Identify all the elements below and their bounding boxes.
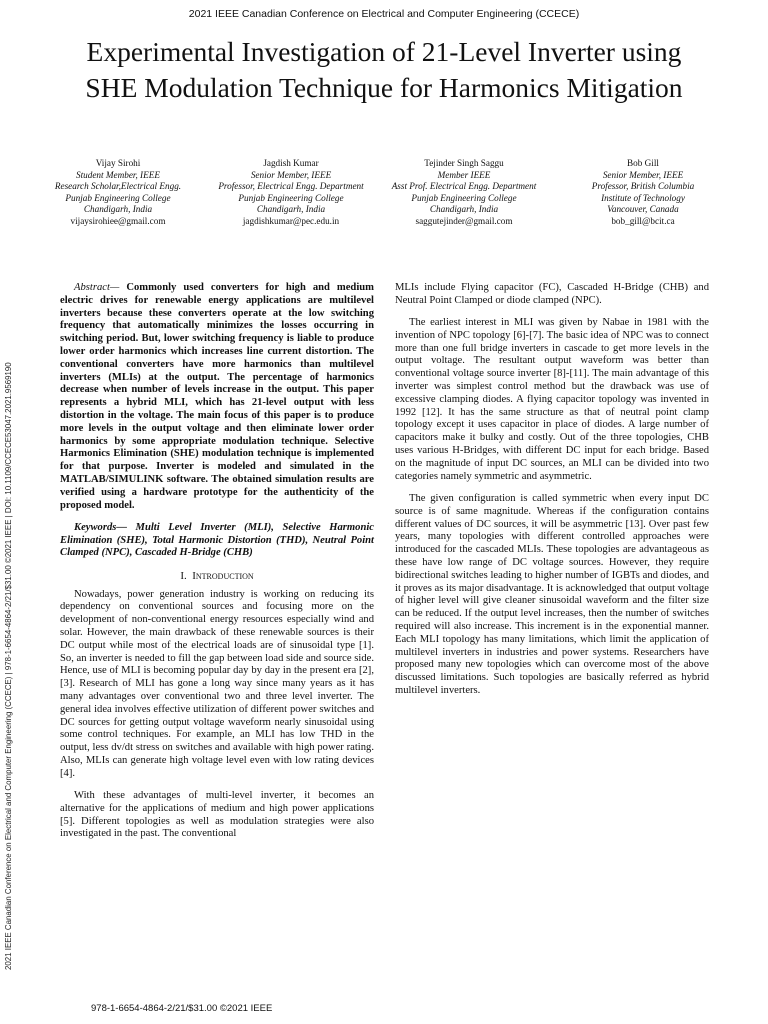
author-card <box>43 158 193 227</box>
author-position: Professor, Electrical Engg. Department <box>218 181 364 191</box>
author-location: Vancouver, Canada <box>607 204 679 214</box>
paragraph: Nowadays, power generation industry is working on reducing its dependency on conventional sources and focusing more on the development of non-conventional energy resources especially wind and solar. However, the main drawback of these renewable sources is their DC output while most of the electrical loads are of sinusoidal type [1]. So, an inverter is needed to fill the gap between load side and source side. Hence, use of MLI is becoming popular day by day in the present era [2], [3]. Research of MLI has gone a long way since many years as it has many advantages over conventional two and three level inverter. The general idea involves effective utilization of different power switches and DC sources for getting output voltage waveform nearly sinusoidal using some control techniques. For example, an MLI has low THD in the output, less dv/dt stress on switches and available with high power rating. Also, MLIs can generate high voltage level even with low rating devices [4]. <box>60 588 374 779</box>
keywords-label: Keywords— <box>74 521 127 533</box>
author-name: Bob Gill <box>627 158 659 168</box>
author-card <box>389 158 539 227</box>
section-title: Introduction <box>192 569 254 582</box>
author-affiliation: Punjab Engineering College <box>65 192 171 203</box>
paragraph: MLIs include Flying capacitor (FC), Cascaded H-Bridge (CHB) and Neutral Point Clamped or diode clamped (NPC). <box>395 282 709 306</box>
conference-header: 2021 IEEE Canadian Conference on Electrical and Computer Engineering (CCECE) <box>188 8 580 20</box>
author-name: Tejinder Singh Saggu <box>424 158 504 168</box>
author-role: Senior Member, IEEE <box>250 169 332 180</box>
author-email: bob_gill@bcit.ca <box>611 215 675 226</box>
author-location: Chandigarh, India <box>256 204 326 214</box>
section-number: I. <box>180 569 187 582</box>
paper-title: Experimental Investigation of 21-Level Inverter using SHE Modulation Technique for Harmonics Mitigation <box>85 36 683 103</box>
paragraph: With these advantages of multi-level inverter, it becomes an alternative for the applications of medium and high power applications [5]. Different topologies as well as modulation strategies were also investigated in the past. The conventional <box>60 789 374 840</box>
author-affiliation: Institute of Technology <box>601 192 685 203</box>
author-affiliation: Punjab Engineering College <box>238 192 344 203</box>
author-email: vijaysirohiee@gmail.com <box>70 215 166 226</box>
author-email: saggutejinder@gmail.com <box>415 215 513 226</box>
paragraph: The earliest interest in MLI was given by Nabae in 1981 with the invention of NPC topology [6]-[7]. The basic idea of NPC was to connect more than one full bridge inverters in cascade to get more levels in the output voltage. The resultant output waveform was better than conventional voltage source inverter [8]-[11]. The main advantage of this inverter was simplest control method but the drawback was use of excessive clamping diodes. A flying capacitor topology was invented in 1992 [12]. It has the same structure as that of neutral point clamp topology except it uses capacitor in place of diodes. A large number of capacitors make it bulky and costly. Out of the three topologies, CHB uses various H-Bridges, with different DC input for each bridge. Based on the magnitude of input DC sources, an MLI can be divided into two categories namely symmetric and asymmetric. <box>395 317 709 482</box>
abstract-text: Commonly used converters for high and medium electric drives for renewable energy applications are multilevel inverters because these converters operate at the low switching frequency that automatically minimizes the losses occurring in switching period. But, lower switching frequency is liable to produce lower order harmonics which increases line current distortion. The conventional converters have more harmonics than multilevel inverters (MLIs) at the output. The percentage of harmonics decrease when number of levels increase in the output. This paper represents a hybrid MLI, which has 21-level output with less distortion in the voltage. The main focus of this paper is to produce more levels in the output voltage and then eliminate lower order harmonics by some appropriate modulation technique. Selective Harmonics Elimination (SHE) modulation technique is implemented for that purpose. Inverter is modeled and simulated in the MATLAB/SIMULINK software. The obtained simulation results are verified using a hardware prototype for the authenticity of the proposed model. <box>60 282 374 511</box>
paragraph: The given configuration is called symmetric when every input DC source is of same magnitude. Whereas if the configuration contains different values of DC sources, it will be asymmetric [13]. Over past few years, many topologies with different controlled approaches were introduced for the cascaded MLIs. These topologies are advantageous as these have low range of DC voltage sources. However, they require bidirectional switches leading to higher number of IGBTs and diodes, and it proves as its major disadvantage. It is acknowledged that output voltage of higher level will give cleaner sinusoidal waveform and the filter size can be reduced. If the output level increases, then the number of switches required will also increase. This increment is in the exponential manner. Each MLI topology has many limitations, which limit the application of multilevel inverters in industries and power systems. Researchers have proposed many new topologies which can overcome most of the above discussed limitations. Such topologies are basically referred as hybrid multilevel inverters. <box>395 492 709 696</box>
author-role: Student Member, IEEE <box>76 169 160 180</box>
author-name: Vijay Sirohi <box>95 158 141 168</box>
keywords-text: Multi Level Inverter (MLI), Selective Harmonic Elimination (SHE), Total Harmonic Distortion (THD), Neutral Point Clamped (NPC), Cascaded H-Bridge (CHB) <box>60 521 374 559</box>
right-column <box>395 282 709 707</box>
abstract <box>60 282 374 512</box>
abstract-label: Abstract— <box>74 282 120 293</box>
author-email: jagdishkumar@pec.edu.in <box>242 215 340 226</box>
author-role: Senior Member, IEEE <box>602 169 684 180</box>
section-heading <box>60 570 374 583</box>
left-column <box>60 282 374 851</box>
author-block <box>40 158 730 268</box>
page-footer: 978-1-6654-4864-2/21/$31.00 ©2021 IEEE <box>91 1003 273 1014</box>
author-affiliation: Punjab Engineering College <box>411 192 517 203</box>
author-position: Professor, British Columbia <box>591 181 695 191</box>
author-location: Chandigarh, India <box>429 204 499 214</box>
author-location: Chandigarh, India <box>83 204 153 214</box>
author-position: Research Scholar,Electrical Engg. <box>54 181 182 191</box>
author-position: Asst Prof. Electrical Engg. Department <box>391 181 537 191</box>
author-card <box>568 158 718 227</box>
keywords <box>60 522 374 560</box>
author-name: Jagdish Kumar <box>263 158 319 168</box>
author-role: Member IEEE <box>437 169 491 180</box>
author-card <box>216 158 366 227</box>
side-identifier: 2021 IEEE Canadian Conference on Electrical and Computer Engineering (CCECE) | 978-1-6654-4864-2/21/$31.00 ©2021 IEEE | DOI: 10.1109/CCECE53047.2021.9569190 <box>4 362 13 970</box>
